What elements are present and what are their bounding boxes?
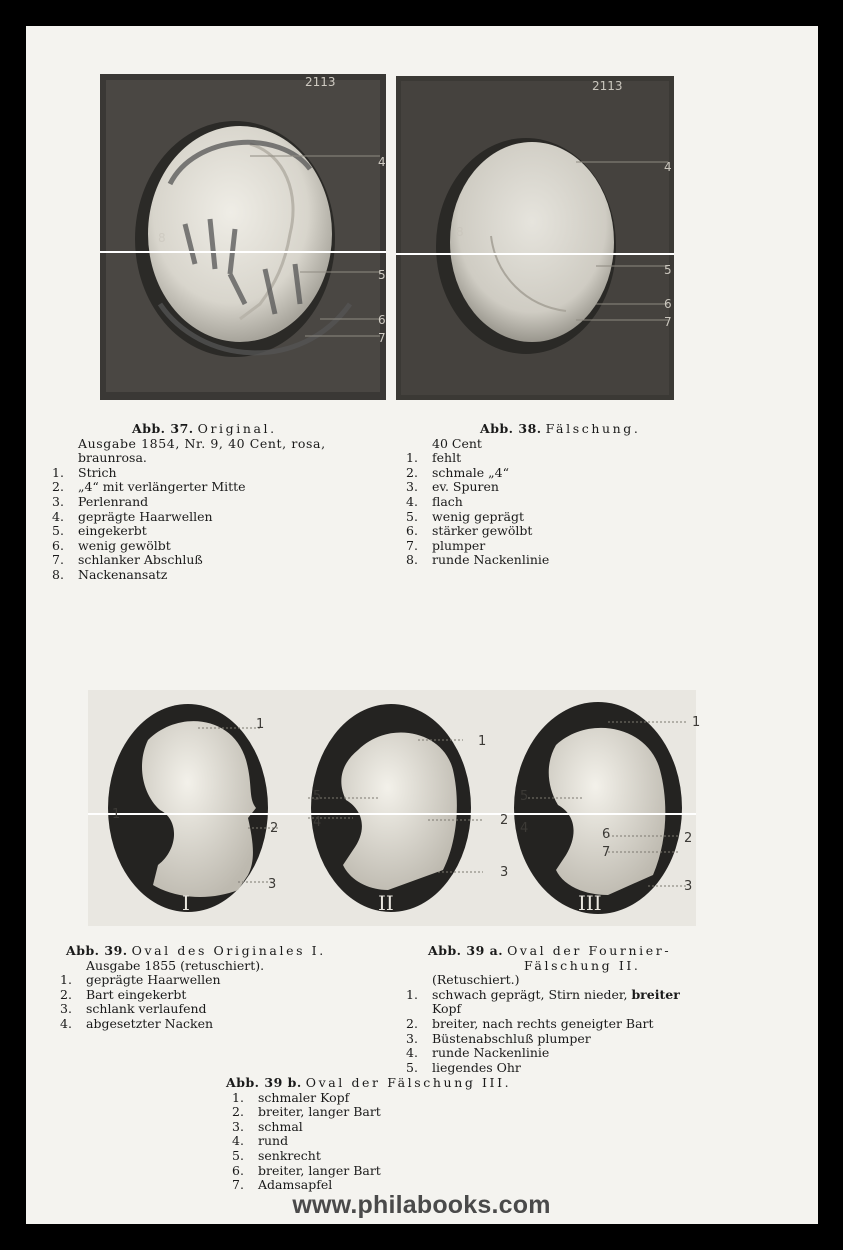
- figure-description: braunrosa.: [78, 450, 147, 466]
- item-text: Strich: [78, 464, 117, 480]
- oval-label: 4: [313, 815, 322, 830]
- oval-label: 1: [256, 717, 265, 732]
- item-number: 7.: [232, 1177, 244, 1193]
- oval-label: 2: [684, 831, 693, 846]
- item-number: 5.: [406, 508, 418, 524]
- oval-label: 2: [270, 821, 279, 836]
- item-number: 1.: [60, 972, 72, 988]
- item-number: 6.: [52, 537, 64, 553]
- item-number: 2.: [406, 1015, 418, 1031]
- list-item: [406, 466, 640, 481]
- item-text: Bart eingekerbt: [86, 986, 187, 1002]
- item-text: runde Nackenlinie: [432, 1045, 550, 1061]
- item-number: 2.: [232, 1104, 244, 1120]
- item-number: 4.: [232, 1133, 244, 1149]
- figure-title: Oval der Fälschung III.: [305, 1075, 512, 1090]
- item-number: 8.: [406, 552, 418, 568]
- caption-fig37: [52, 422, 326, 583]
- list-item: [232, 1120, 511, 1135]
- list-item: [60, 988, 326, 1003]
- watermark-url: www.philabooks.com: [292, 1191, 551, 1219]
- item-text: „4“ mit verlängerter Mitte: [78, 479, 246, 495]
- item-number: 5.: [52, 523, 64, 539]
- oval-label: 1: [478, 734, 487, 749]
- oval-numeral: II: [378, 891, 394, 915]
- item-number: 3.: [406, 479, 418, 495]
- list-item: [406, 451, 640, 466]
- photo-number: 2113: [305, 75, 336, 89]
- item-text: rund: [258, 1133, 289, 1149]
- item-text: senkrecht: [258, 1147, 321, 1163]
- item-number: 6.: [232, 1162, 244, 1178]
- list-item: [406, 1061, 680, 1076]
- item-number: 2.: [406, 464, 418, 480]
- item-text: runde Nackenlinie: [432, 552, 550, 568]
- list-item: [406, 524, 640, 539]
- item-number: 7.: [52, 552, 64, 568]
- photo-label: 6: [664, 297, 672, 311]
- figure-description: Ausgabe 1854, Nr. 9, 40 Cent, rosa,: [78, 435, 326, 451]
- item-text: [432, 988, 680, 1003]
- item-number: 4.: [406, 1045, 418, 1061]
- caption-fig38: [406, 422, 640, 568]
- item-number: 4.: [406, 493, 418, 509]
- item-number: 5.: [232, 1147, 244, 1163]
- photo-label: 4: [664, 160, 672, 174]
- photo-number: 2113: [592, 79, 623, 93]
- item-text: geprägte Haarwellen: [78, 508, 213, 524]
- figure-number: Abb. 38.: [480, 421, 542, 436]
- figure-title: Original.: [197, 421, 277, 436]
- list-item: [52, 553, 326, 568]
- figure-description: 40 Cent: [432, 435, 482, 451]
- oval-label: 6: [602, 827, 611, 842]
- item-text: wenig geprägt: [432, 508, 524, 524]
- figure-number: Abb. 39 a.: [428, 943, 504, 958]
- item-text-bold: breiter: [631, 986, 680, 1002]
- item-number: 8.: [52, 566, 64, 582]
- list-item: [232, 1149, 511, 1164]
- oval-label: 5: [520, 789, 529, 804]
- item-text: Adamsapfel: [258, 1177, 333, 1193]
- list-item: [406, 1017, 680, 1032]
- item-number: 2.: [60, 986, 72, 1002]
- oval-numeral: III: [578, 891, 602, 915]
- item-number: 3.: [60, 1001, 72, 1017]
- item-text: breiter, langer Bart: [258, 1104, 381, 1120]
- item-text: liegendes Ohr: [432, 1059, 521, 1075]
- photo-label: 5: [378, 268, 386, 282]
- list-item: [232, 1164, 511, 1179]
- photo-label: 8: [456, 225, 464, 239]
- list-item: [406, 510, 640, 525]
- list-item: [52, 495, 326, 510]
- item-number: 1.: [232, 1089, 244, 1105]
- book-page: [26, 26, 818, 1224]
- list-item: [406, 988, 680, 1003]
- photo-label: 7: [664, 315, 672, 329]
- oval-label: 5: [313, 789, 322, 804]
- item-text: schlanker Abschluß: [78, 552, 203, 568]
- item-number: 1.: [406, 450, 418, 466]
- list-item: [406, 1032, 680, 1047]
- item-text: Büstenabschluß plumper: [432, 1030, 591, 1046]
- figure-description: Ausgabe 1855 (retuschiert).: [86, 957, 265, 973]
- list-item: [52, 466, 326, 481]
- list-item: [406, 1046, 680, 1061]
- item-text: stärker gewölbt: [432, 523, 533, 539]
- item-number: 4.: [60, 1015, 72, 1031]
- photo-label: 5: [664, 263, 672, 277]
- item-text-part: schwach geprägt, Stirn nieder,: [432, 986, 628, 1002]
- item-text: schmale „4“: [432, 464, 509, 480]
- list-item: [60, 1002, 326, 1017]
- item-text: wenig gewölbt: [78, 537, 171, 553]
- oval-numeral: I: [182, 891, 190, 915]
- photo-label: 7: [378, 331, 386, 345]
- list-item: [232, 1091, 511, 1106]
- figure-description: (Retuschiert.): [432, 972, 520, 988]
- list-item: [406, 539, 640, 554]
- figure-number: Abb. 39.: [66, 943, 128, 958]
- item-text: Perlenrand: [78, 493, 149, 509]
- item-text: eingekerbt: [78, 523, 147, 539]
- item-text: schmal: [258, 1118, 303, 1134]
- caption-fig39a: [406, 944, 680, 1075]
- list-item: [52, 524, 326, 539]
- list-item: [52, 539, 326, 554]
- item-number: 6.: [406, 523, 418, 539]
- oval-label: 1: [692, 715, 701, 730]
- item-text: breiter, nach rechts geneigter Bart: [432, 1015, 654, 1031]
- oval-label: 3: [500, 865, 509, 880]
- item-text: schlank verlaufend: [86, 1001, 207, 1017]
- item-text: abgesetzter Nacken: [86, 1015, 214, 1031]
- item-text: fehlt: [432, 450, 462, 466]
- list-item: [406, 553, 640, 568]
- oval-label: 4: [520, 821, 529, 836]
- oval-label: 3: [268, 877, 277, 892]
- item-number: 7.: [406, 537, 418, 553]
- list-item: [52, 510, 326, 525]
- item-text: schmaler Kopf: [258, 1089, 350, 1105]
- item-number: 1.: [406, 986, 418, 1002]
- list-item: [52, 480, 326, 495]
- item-text: Nackenansatz: [78, 566, 168, 582]
- photo-ovals: [88, 690, 701, 926]
- item-number: 4.: [52, 508, 64, 524]
- item-text: breiter, langer Bart: [258, 1162, 381, 1178]
- item-text: plumper: [432, 537, 486, 553]
- item-number: 1.: [52, 464, 64, 480]
- figure-number: Abb. 37.: [132, 421, 194, 436]
- figure-title: Oval des Originales I.: [131, 943, 326, 958]
- oval-label: 7: [602, 845, 611, 860]
- oval-label: 2: [500, 813, 509, 828]
- item-number: 3.: [406, 1030, 418, 1046]
- item-number: 3.: [232, 1118, 244, 1134]
- item-number: 2.: [52, 479, 64, 495]
- item-number: 5.: [406, 1059, 418, 1075]
- caption-fig39: [60, 944, 326, 1032]
- figure-title: Fälschung II.: [524, 957, 641, 973]
- list-item: [232, 1134, 511, 1149]
- list-item: [232, 1105, 511, 1120]
- photo-label: 8: [158, 231, 166, 245]
- oval-label: 1: [112, 807, 121, 822]
- item-text: flach: [432, 493, 463, 509]
- item-text-continued: Kopf: [432, 1001, 462, 1017]
- photo-original-stamp: [100, 74, 386, 400]
- list-item: [406, 480, 640, 495]
- photo-label: 6: [378, 313, 386, 327]
- list-item: [406, 495, 640, 510]
- item-text: geprägte Haarwellen: [86, 972, 221, 988]
- list-item: [60, 1017, 326, 1032]
- figure-title: Fälschung.: [545, 421, 641, 436]
- caption-fig39b: [226, 1076, 511, 1193]
- item-text: ev. Spuren: [432, 479, 499, 495]
- list-item: [60, 973, 326, 988]
- photo-label: 4: [378, 155, 386, 169]
- figure-title: Oval der Fournier-: [507, 943, 672, 958]
- oval-label: 3: [684, 879, 693, 894]
- photo-forgery-stamp: [396, 76, 674, 400]
- item-number: 3.: [52, 493, 64, 509]
- list-item: [52, 568, 326, 583]
- figure-number: Abb. 39 b.: [226, 1075, 302, 1090]
